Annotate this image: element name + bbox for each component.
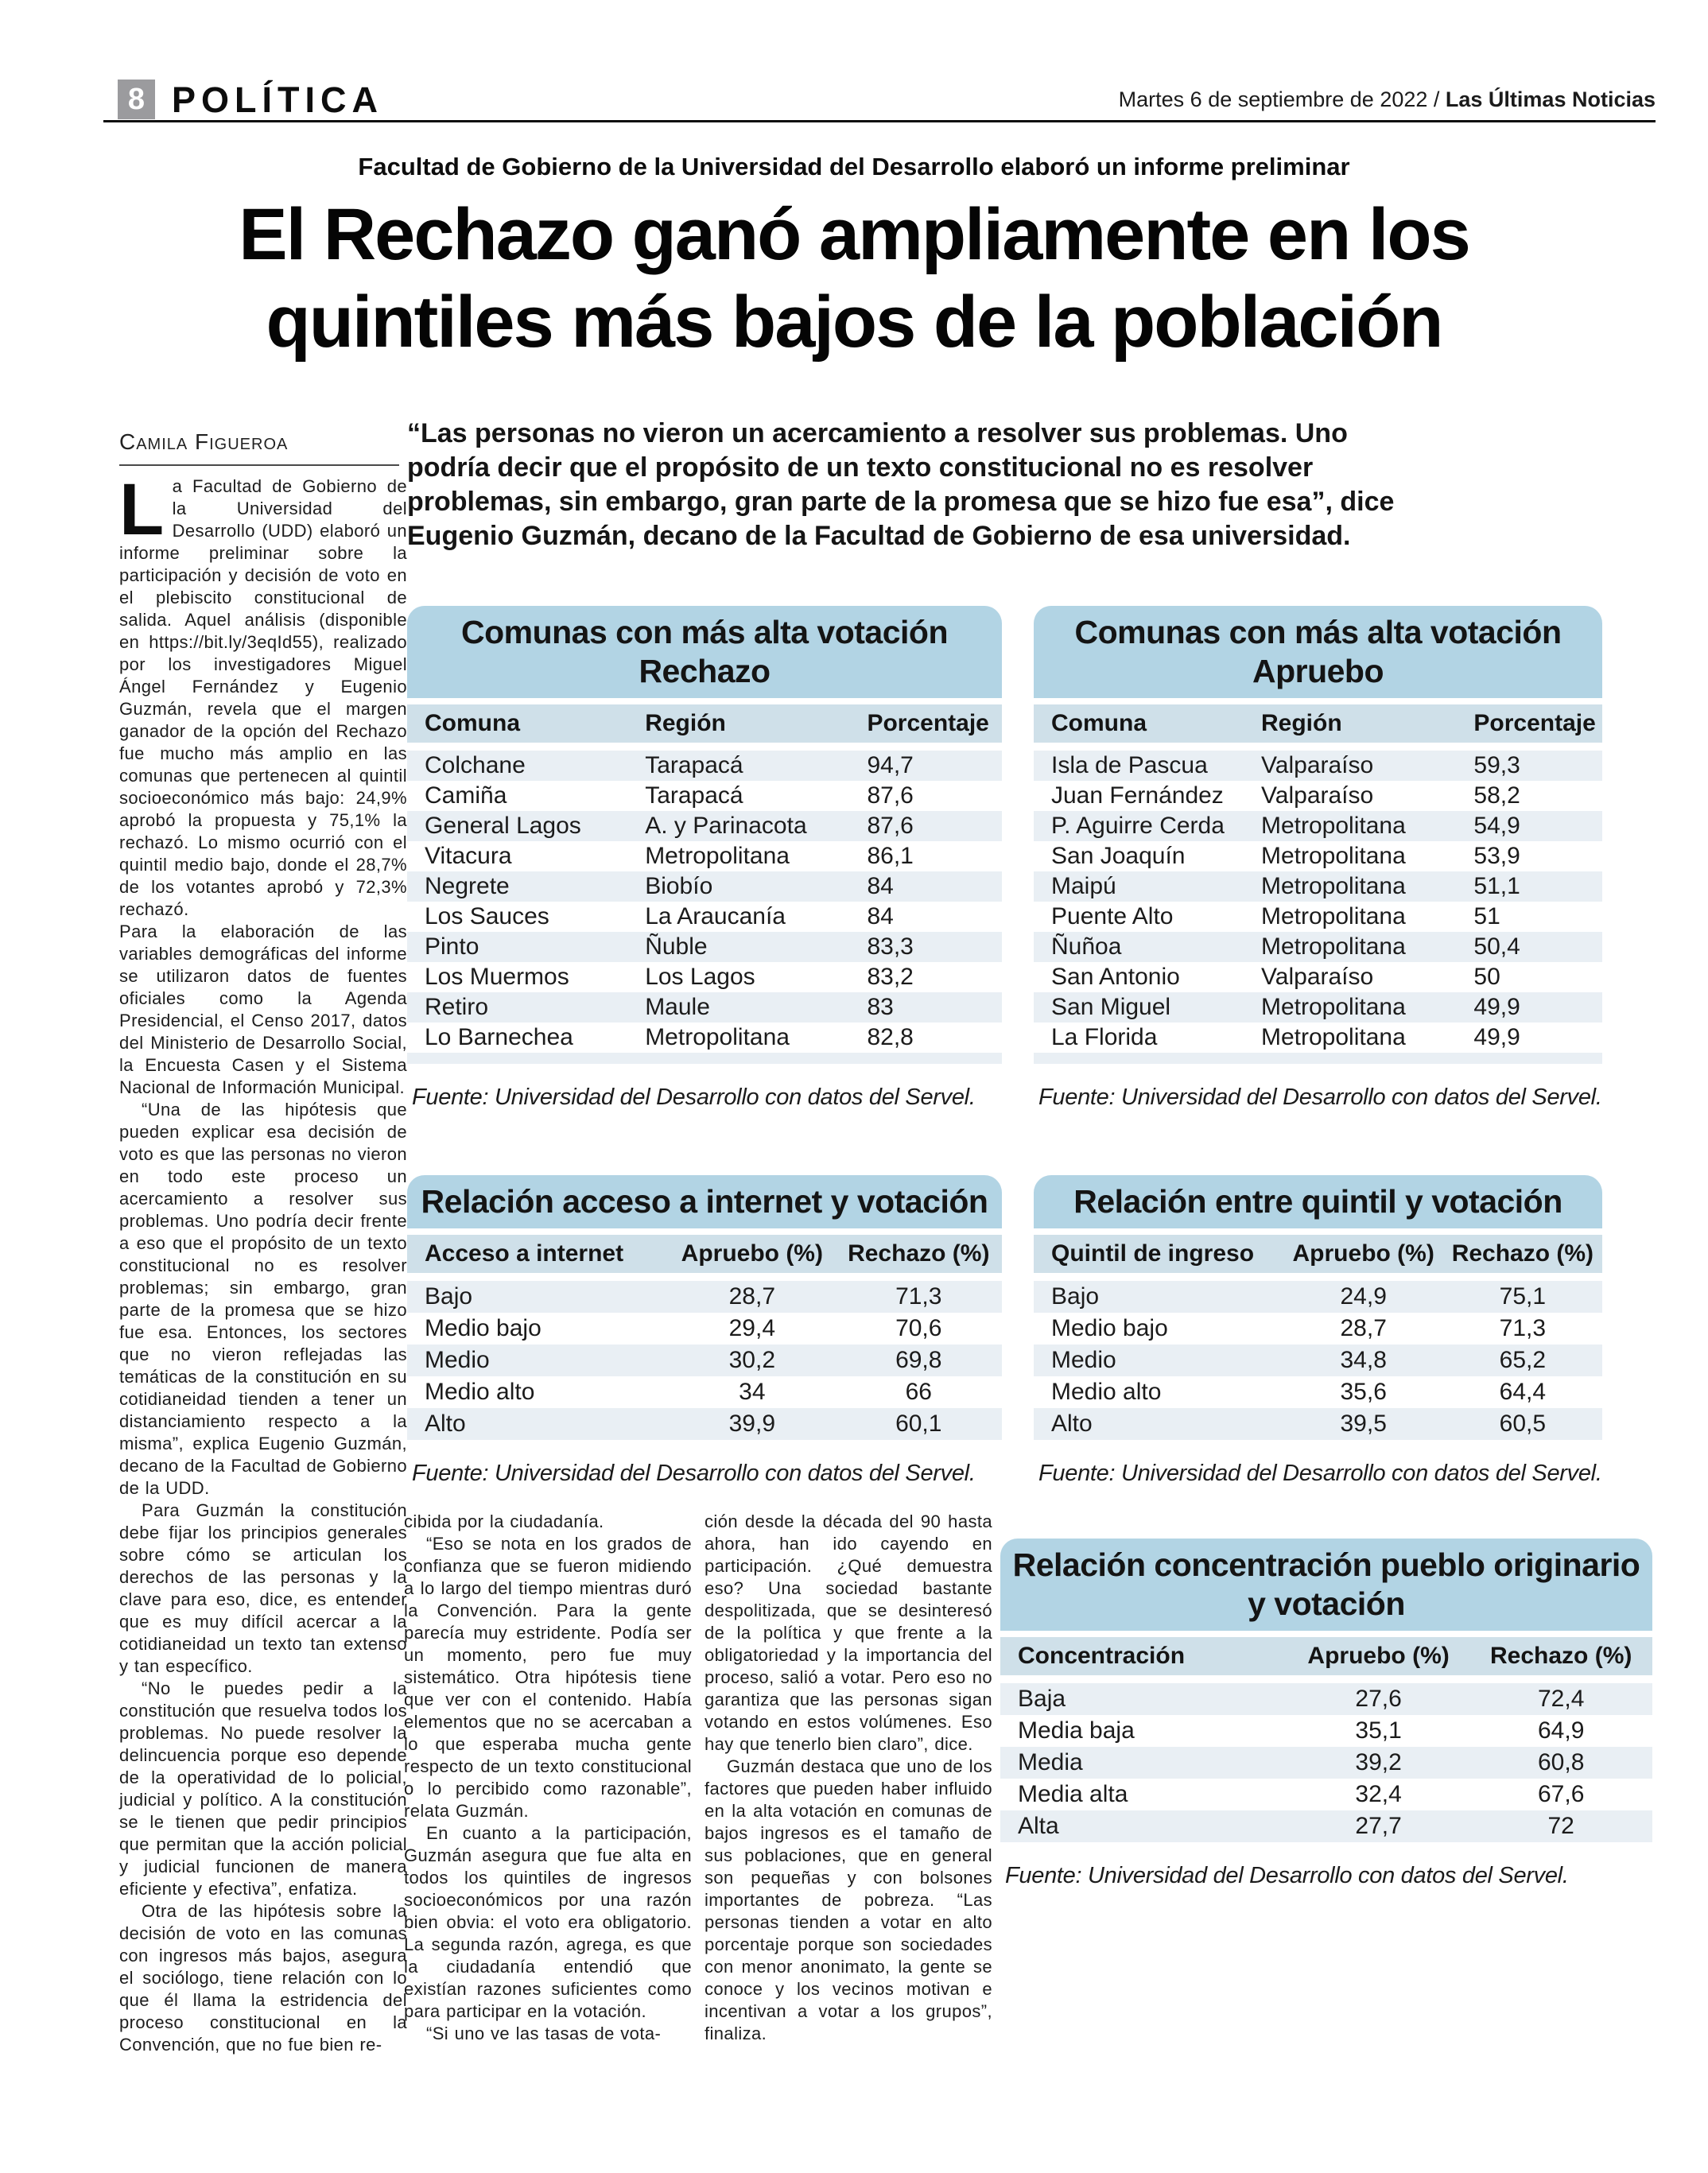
table-row bbox=[1000, 1747, 1652, 1779]
cell-comuna: Los Sauces bbox=[425, 903, 549, 929]
cell-categoria: Bajo bbox=[425, 1283, 473, 1310]
table-header-row bbox=[1034, 704, 1602, 743]
cell-comuna: Camiña bbox=[425, 782, 507, 809]
section-title: POLÍTICA bbox=[172, 80, 383, 120]
cell-comuna: Maipú bbox=[1051, 873, 1116, 899]
cell-rechazo: 71,3 bbox=[895, 1283, 942, 1310]
cell-comuna: Puente Alto bbox=[1051, 903, 1174, 929]
cell-porcentaje: 86,1 bbox=[867, 843, 914, 869]
table-title: Relación concentración pueblo originario y votación bbox=[1000, 1539, 1652, 1631]
cell-apruebo: 34,8 bbox=[1340, 1347, 1387, 1373]
cell-apruebo: 39,2 bbox=[1355, 1749, 1402, 1775]
table-row bbox=[1034, 871, 1602, 902]
table-quintil-votacion bbox=[1034, 1175, 1602, 1487]
table-header-cell: Región bbox=[1261, 710, 1342, 736]
cell-porcentaje: 87,6 bbox=[867, 782, 914, 809]
article-paragraph: Otra de las hipótesis sobre la decisión de voto en las comunas con ingresos más bajos, asegura el sociólogo, tiene relación con lo que él llama la estridencia del proceso constitucional en la Convención, que no fue bien re- bbox=[119, 1901, 407, 2055]
cell-porcentaje: 82,8 bbox=[867, 1024, 914, 1050]
cell-region: Valparaíso bbox=[1261, 782, 1374, 809]
article-paragraph: Para Guzmán la constitución debe fijar los principios generales sobre cómo se articulan los derechos de las personas y la clave para eso, dice, es entender que es muy difícil acercar a la cotidianeidad un texto tan extenso y tan específico. bbox=[119, 1500, 407, 1676]
cell-apruebo: 35,6 bbox=[1340, 1379, 1387, 1405]
cell-comuna: Colchane bbox=[425, 752, 526, 778]
cell-apruebo: 39,9 bbox=[728, 1411, 776, 1437]
cell-comuna: Lo Barnechea bbox=[425, 1024, 573, 1050]
table-row bbox=[1034, 962, 1602, 992]
cell-porcentaje: 94,7 bbox=[867, 752, 914, 778]
masthead-name: Las Últimas Noticias bbox=[1445, 87, 1656, 111]
table-source: Fuente: Universidad del Desarrollo con datos del Servel. bbox=[1038, 1085, 1602, 1110]
cell-porcentaje: 50,4 bbox=[1473, 933, 1520, 960]
cell-region: Metropolitana bbox=[645, 843, 790, 869]
cell-region: Metropolitana bbox=[1261, 1024, 1406, 1050]
table-row bbox=[407, 781, 1002, 811]
table-row bbox=[1034, 932, 1602, 962]
cell-region: Biobío bbox=[645, 873, 713, 899]
cell-comuna: Ñuñoa bbox=[1051, 933, 1122, 960]
table-header-row bbox=[1000, 1637, 1652, 1675]
cell-porcentaje: 59,3 bbox=[1473, 752, 1520, 778]
cell-region: Metropolitana bbox=[1261, 903, 1406, 929]
table-row bbox=[1034, 1376, 1602, 1408]
article-column-1-paragraphs bbox=[119, 921, 407, 2056]
table-header-cell: Rechazo (%) bbox=[1451, 1240, 1594, 1267]
cell-comuna: P. Aguirre Cerda bbox=[1051, 813, 1225, 839]
cell-categoria: Medio bajo bbox=[1051, 1315, 1168, 1341]
article-paragraph: Para la elaboración de las variables demográficas del informe se utilizaron datos de fuentes oficiales como la Agenda Presidencial, el Censo 2017, datos del Ministerio de Desarrollo Social, la Encuesta Casen y el Sistema Nacional de Información Municipal. bbox=[119, 922, 407, 1097]
cell-comuna: Isla de Pascua bbox=[1051, 752, 1208, 778]
cell-apruebo: 32,4 bbox=[1355, 1781, 1402, 1807]
page-number: 8 bbox=[127, 82, 146, 116]
cell-categoria: Alto bbox=[1051, 1411, 1093, 1437]
table-bottom-strip bbox=[407, 1053, 1002, 1064]
cell-porcentaje: 54,9 bbox=[1473, 813, 1520, 839]
cell-categoria: Medio bbox=[1051, 1347, 1116, 1373]
cell-region: Tarapacá bbox=[645, 752, 743, 778]
cell-rechazo: 71,3 bbox=[1499, 1315, 1547, 1341]
cell-porcentaje: 83,2 bbox=[867, 964, 914, 990]
drop-cap: L bbox=[119, 469, 165, 550]
table-title: Relación entre quintil y votación bbox=[1034, 1175, 1602, 1228]
table-row bbox=[1000, 1779, 1652, 1810]
cell-porcentaje: 84 bbox=[867, 873, 894, 899]
table-title: Relación acceso a internet y votación bbox=[407, 1175, 1002, 1228]
cell-apruebo: 35,1 bbox=[1355, 1717, 1402, 1744]
cell-comuna: Juan Fernández bbox=[1051, 782, 1224, 809]
table-header-cell: Comuna bbox=[425, 710, 520, 736]
table-body bbox=[407, 1281, 1002, 1440]
table-comunas-rechazo bbox=[407, 606, 1002, 1111]
article-paragraph: “Eso se nota en los grados de confianza que se fueron midiendo a lo largo del tiempo mientras duró la Convención. Para la gente parecía muy estridente. Podía ser un momento, pero fue muy sistemático. Otra hipótesis tiene que ver con el contenido. Había elementos que no se acercaban a lo que esperaba mucha gente respecto de un texto constitucional o lo percibido como razonable”, relata Guzmán. bbox=[404, 1534, 692, 1821]
table-row bbox=[1034, 902, 1602, 932]
table-row bbox=[407, 841, 1002, 871]
table-comunas-apruebo bbox=[1034, 606, 1602, 1111]
headline bbox=[0, 191, 1708, 366]
cell-rechazo: 67,6 bbox=[1537, 1781, 1585, 1807]
dateline bbox=[1119, 87, 1656, 112]
cell-porcentaje: 87,6 bbox=[867, 813, 914, 839]
cell-rechazo: 70,6 bbox=[895, 1315, 942, 1341]
table-row bbox=[1034, 1022, 1602, 1053]
table-header-cell: Quintil de ingreso bbox=[1051, 1240, 1255, 1267]
article-paragraph: En cuanto a la participación, Guzmán asegura que fue alta en todos los quintiles de ingresos socioeconómicos por una razón bien obvia: el voto era obligatorio. La segunda razón, agrega, es que la ciudadanía entendió que existían razones suficientes como para participar en la votación. bbox=[404, 1823, 692, 2021]
dateline-date: Martes 6 de septiembre de 2022 / bbox=[1118, 87, 1446, 111]
table-source: Fuente: Universidad del Desarrollo con datos del Servel. bbox=[1005, 1863, 1569, 1888]
table-row bbox=[1034, 841, 1602, 871]
cell-apruebo: 27,7 bbox=[1355, 1813, 1402, 1839]
article-column-2 bbox=[404, 1511, 692, 2045]
table-source: Fuente: Universidad del Desarrollo con datos del Servel. bbox=[412, 1461, 976, 1486]
table-row bbox=[407, 1376, 1002, 1408]
cell-categoria: Medio alto bbox=[1051, 1379, 1162, 1405]
cell-porcentaje: 83 bbox=[867, 994, 894, 1020]
cell-comuna: Pinto bbox=[425, 933, 479, 960]
table-row bbox=[1034, 1281, 1602, 1313]
cell-comuna: San Miguel bbox=[1051, 994, 1171, 1020]
table-row bbox=[407, 811, 1002, 841]
table-row bbox=[1034, 1313, 1602, 1345]
cell-apruebo: 28,7 bbox=[1340, 1315, 1387, 1341]
cell-rechazo: 60,1 bbox=[895, 1411, 942, 1437]
headline-line-1: El Rechazo ganó ampliamente en los bbox=[239, 194, 1469, 275]
table-row bbox=[1000, 1715, 1652, 1747]
cell-apruebo: 34 bbox=[739, 1379, 766, 1405]
cell-rechazo: 65,2 bbox=[1499, 1347, 1547, 1373]
cell-porcentaje: 51,1 bbox=[1473, 873, 1520, 899]
table-row bbox=[1034, 781, 1602, 811]
cell-region: Valparaíso bbox=[1261, 752, 1374, 778]
cell-porcentaje: 49,9 bbox=[1473, 994, 1520, 1020]
article-paragraph-lead-text: a Facultad de Gobierno de la Universidad del Desarrollo (UDD) elaboró un informe preliminar sobre la participación y decisión de voto en el plebiscito constitucional de salida. Aquel análisis (disponible en https://bit.ly/3eqId55), realizado por los investigadores Miguel Ángel Fernández y Eugenio Guzmán, revela que el margen ganador de la opción del Rechazo fue mucho más amplio en las comunas que pertenecen al quintil socioeconómico más bajo: 24,9% aprobó la propuesta y 75,1% la rechazó. Lo mismo ocurrió con el quintil medio bajo, donde el 28,7% de los votantes aprobó y 72,3% rechazó. bbox=[119, 476, 407, 919]
cell-region: Metropolitana bbox=[1261, 994, 1406, 1020]
article-column-3 bbox=[705, 1511, 992, 2045]
cell-comuna: Los Muermos bbox=[425, 964, 569, 990]
table-header-cell: Apruebo (%) bbox=[1292, 1240, 1434, 1267]
article-column-1 bbox=[119, 469, 407, 2056]
cell-region: Tarapacá bbox=[645, 782, 743, 809]
cell-apruebo: 28,7 bbox=[728, 1283, 776, 1310]
table-header-cell: Porcentaje bbox=[1473, 710, 1596, 736]
cell-comuna: San Antonio bbox=[1051, 964, 1180, 990]
table-title: Comunas con más alta votación Apruebo bbox=[1034, 606, 1602, 698]
table-pueblo-originario-votacion bbox=[1000, 1539, 1652, 1889]
cell-rechazo: 69,8 bbox=[895, 1347, 942, 1373]
cell-rechazo: 75,1 bbox=[1499, 1283, 1547, 1310]
cell-rechazo: 60,8 bbox=[1537, 1749, 1585, 1775]
cell-comuna: Vitacura bbox=[425, 843, 512, 869]
table-source: Fuente: Universidad del Desarrollo con datos del Servel. bbox=[1038, 1461, 1602, 1486]
cell-categoria: Medio alto bbox=[425, 1379, 535, 1405]
table-body bbox=[1034, 751, 1602, 1053]
table-row bbox=[407, 1022, 1002, 1053]
table-row bbox=[1000, 1810, 1652, 1842]
cell-porcentaje: 51 bbox=[1473, 903, 1500, 929]
cell-rechazo: 64,4 bbox=[1499, 1379, 1547, 1405]
cell-apruebo: 39,5 bbox=[1340, 1411, 1387, 1437]
table-row bbox=[407, 962, 1002, 992]
cell-categoria: Bajo bbox=[1051, 1283, 1100, 1310]
article-paragraph: cibida por la ciudadanía. bbox=[404, 1511, 604, 1531]
table-row bbox=[1034, 1408, 1602, 1440]
table-row bbox=[1034, 1345, 1602, 1376]
table-row bbox=[407, 992, 1002, 1022]
article-paragraph: Guzmán destaca que uno de los factores que pueden haber influido en la alta votación en comunas de bajos ingresos es el tamaño de sus poblaciones, que en general son pequeñas y con bolsones importantes de pobreza. “Las personas tienden a votar en alto porcentaje porque son sociedades con menor anonimato, la gente se conoce y los vecinos motivan e incentivan a votar a los grupos”, finaliza. bbox=[705, 1756, 992, 2043]
table-row bbox=[1000, 1683, 1652, 1715]
cell-categoria: Medio bajo bbox=[425, 1315, 542, 1341]
cell-apruebo: 24,9 bbox=[1340, 1283, 1387, 1310]
table-row bbox=[407, 1408, 1002, 1440]
cell-categoria: Alto bbox=[425, 1411, 466, 1437]
cell-categoria: Medio bbox=[425, 1347, 490, 1373]
cell-rechazo: 72,4 bbox=[1537, 1686, 1585, 1712]
table-row bbox=[407, 932, 1002, 962]
cell-rechazo: 66 bbox=[905, 1379, 932, 1405]
table-header-cell: Acceso a internet bbox=[425, 1240, 624, 1267]
cell-comuna: San Joaquín bbox=[1051, 843, 1186, 869]
table-row bbox=[1034, 751, 1602, 781]
cell-region: Metropolitana bbox=[1261, 933, 1406, 960]
table-row bbox=[407, 871, 1002, 902]
table-source: Fuente: Universidad del Desarrollo con datos del Servel. bbox=[412, 1085, 976, 1110]
cell-region: La Araucanía bbox=[645, 903, 786, 929]
table-header-cell: Rechazo (%) bbox=[848, 1240, 990, 1267]
article-paragraph-lead bbox=[119, 469, 407, 921]
article-paragraph: “Una de las hipótesis que pueden explicar esa decisión de voto es que las personas no vieron en todo este proceso un acercamiento a resolver sus problemas. Uno podría decir frente a eso que el propósito de un texto constitucional no es resolver problemas; sin embargo, gran parte de la promesa que se hizo fue esa. Entonces, los sectores que no vieron reflejadas las temáticas de la constitución en su cotidianeidad tienden a tener un distanciamiento respecto a la misma”, explica Eugenio Guzmán, decano de la Facultad de Gobierno de la UDD. bbox=[119, 1100, 407, 1498]
table-header-cell: Porcentaje bbox=[867, 710, 989, 736]
cell-region: Valparaíso bbox=[1261, 964, 1374, 990]
cell-region: Metropolitana bbox=[1261, 843, 1406, 869]
cell-porcentaje: 53,9 bbox=[1473, 843, 1520, 869]
cell-region: Metropolitana bbox=[645, 1024, 790, 1050]
cell-porcentaje: 83,3 bbox=[867, 933, 914, 960]
table-title: Comunas con más alta votación Rechazo bbox=[407, 606, 1002, 698]
cell-region: Los Lagos bbox=[645, 964, 755, 990]
cell-comuna: Retiro bbox=[425, 994, 489, 1020]
cell-categoria: Media alta bbox=[1018, 1781, 1128, 1807]
table-row bbox=[407, 1345, 1002, 1376]
cell-rechazo: 60,5 bbox=[1499, 1411, 1547, 1437]
table-header-row bbox=[1034, 1235, 1602, 1273]
cell-comuna: Negrete bbox=[425, 873, 510, 899]
table-row bbox=[407, 1281, 1002, 1313]
cell-porcentaje: 58,2 bbox=[1473, 782, 1520, 809]
page-number-box bbox=[118, 80, 155, 119]
cell-region: Metropolitana bbox=[1261, 873, 1406, 899]
headline-line-2: quintiles más bajos de la población bbox=[266, 281, 1442, 363]
byline: Camila Figueroa bbox=[119, 429, 399, 466]
article-paragraph: “No le puedes pedir a la constitución que resuelva todos los problemas. No puede resolver la delincuencia porque eso depende de la operatividad de lo policial, judicial y político. A la constitución se le tienen que pedir principios que permitan que la acción policial y judicial funcionen de manera eficiente y efectiva”, enfatiza. bbox=[119, 1678, 407, 1899]
table-row bbox=[407, 1313, 1002, 1345]
cell-region: Maule bbox=[645, 994, 710, 1020]
cell-porcentaje: 49,9 bbox=[1473, 1024, 1520, 1050]
cell-region: Ñuble bbox=[645, 933, 708, 960]
cell-categoria: Media baja bbox=[1018, 1717, 1135, 1744]
table-header-cell: Concentración bbox=[1018, 1643, 1186, 1669]
cell-rechazo: 72 bbox=[1547, 1813, 1574, 1839]
lead-quote: “Las personas no vieron un acercamiento a resolver sus problemas. Uno podría decir que el propósito de un texto constitucional no es resolver problemas, sin embargo, gran parte de la promesa que se hizo fue esa”, dice Eugenio Guzmán, decano de la Facultad de Gobierno de esa universidad. bbox=[407, 418, 1395, 551]
table-body bbox=[407, 751, 1002, 1053]
cell-porcentaje: 50 bbox=[1473, 964, 1500, 990]
table-bottom-strip bbox=[1034, 1053, 1602, 1064]
table-row bbox=[407, 902, 1002, 932]
kicker: Facultad de Gobierno de la Universidad del Desarrollo elaboró un informe preliminar bbox=[358, 153, 1350, 180]
header-rule bbox=[103, 120, 1656, 122]
article-paragraph: “Si uno ve las tasas de vota- bbox=[426, 2024, 662, 2043]
cell-apruebo: 27,6 bbox=[1355, 1686, 1402, 1712]
table-header-row bbox=[407, 1235, 1002, 1273]
table-header-cell: Región bbox=[645, 710, 726, 736]
cell-porcentaje: 84 bbox=[867, 903, 894, 929]
table-body bbox=[1000, 1683, 1652, 1842]
table-header-cell: Rechazo (%) bbox=[1490, 1643, 1632, 1669]
cell-categoria: Baja bbox=[1018, 1686, 1066, 1712]
cell-rechazo: 64,9 bbox=[1537, 1717, 1585, 1744]
table-row bbox=[1034, 992, 1602, 1022]
article-paragraph: ción desde la década del 90 hasta ahora, han ido cayendo en participación. ¿Qué demuestra eso? Una sociedad bastante despolitizada, que se desinteresó de la política y que frente a la obligatoriedad y la importancia del proceso, salió a votar. Pero eso no garantiza que las personas sigan votando en estos volúmenes. Eso hay que tenerlo bien claro”, dice. bbox=[705, 1511, 992, 1754]
cell-comuna: La Florida bbox=[1051, 1024, 1158, 1050]
table-header-cell: Apruebo (%) bbox=[681, 1240, 823, 1267]
table-internet-votacion bbox=[407, 1175, 1002, 1487]
cell-region: Metropolitana bbox=[1261, 813, 1406, 839]
table-header-cell: Apruebo (%) bbox=[1307, 1643, 1450, 1669]
table-body bbox=[1034, 1281, 1602, 1440]
cell-apruebo: 30,2 bbox=[728, 1347, 776, 1373]
cell-categoria: Media bbox=[1018, 1749, 1083, 1775]
cell-apruebo: 29,4 bbox=[728, 1315, 776, 1341]
table-row bbox=[407, 751, 1002, 781]
cell-region: A. y Parinacota bbox=[645, 813, 807, 839]
cell-categoria: Alta bbox=[1018, 1813, 1059, 1839]
cell-comuna: General Lagos bbox=[425, 813, 581, 839]
table-header-row bbox=[407, 704, 1002, 743]
table-header-cell: Comuna bbox=[1051, 710, 1147, 736]
table-row bbox=[1034, 811, 1602, 841]
